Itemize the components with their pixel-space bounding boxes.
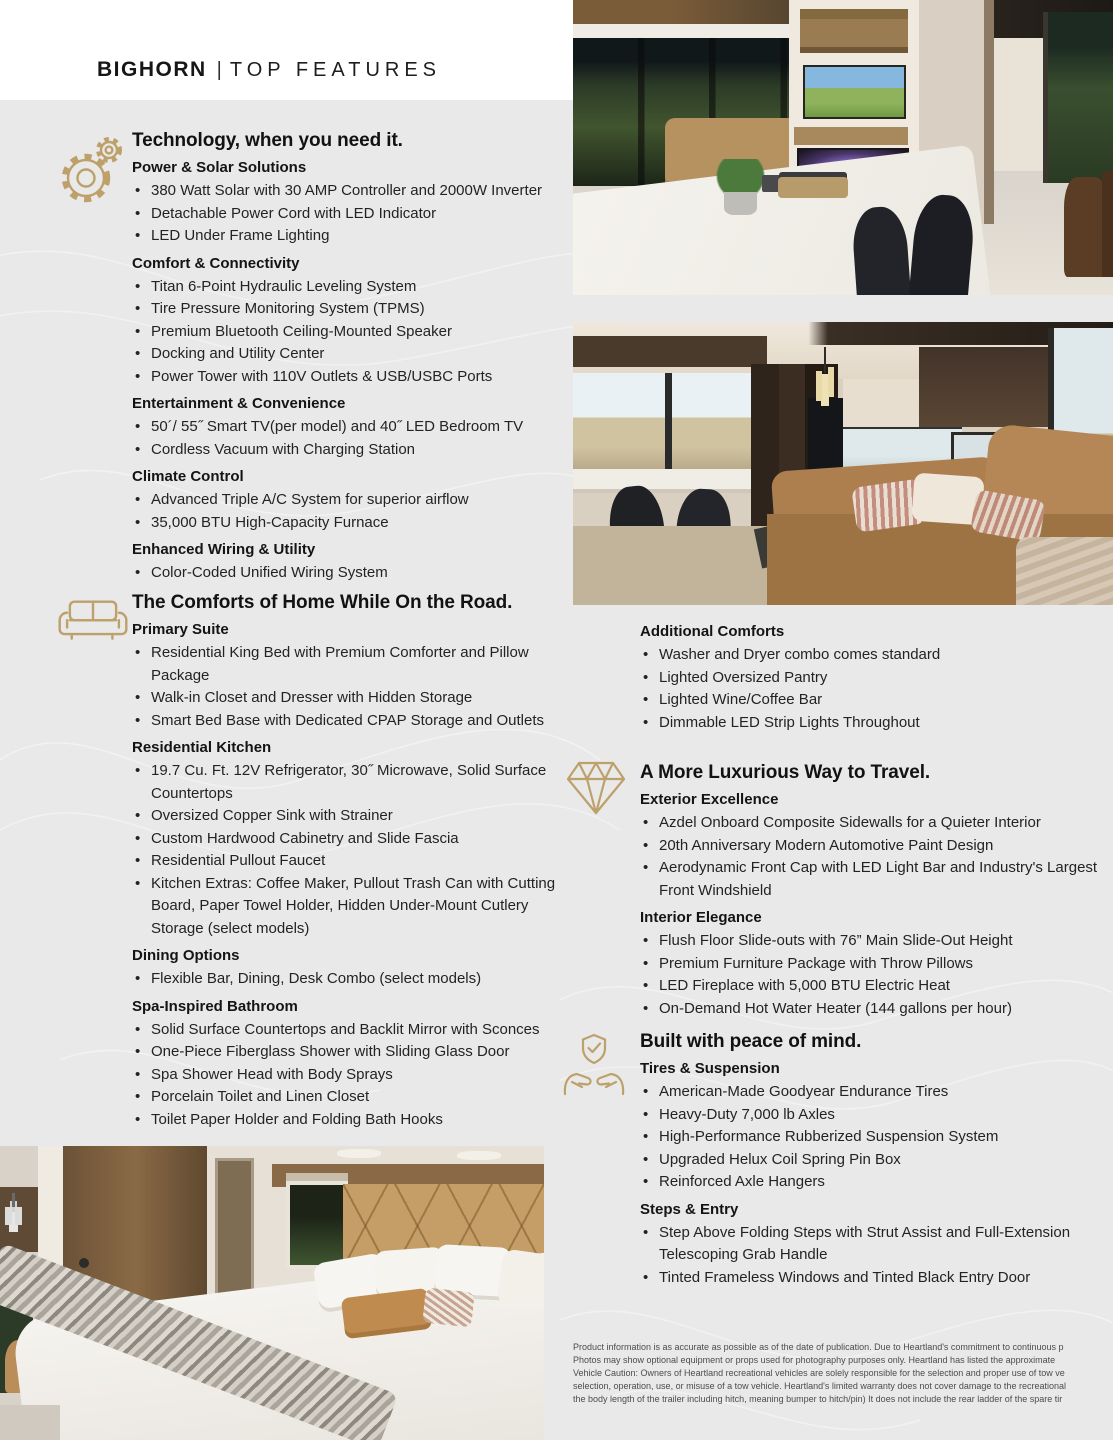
feature-groups	[640, 623, 1098, 734]
feature-groups	[640, 1060, 1102, 1289]
feature-item: • Docking and Utility Center	[132, 343, 564, 366]
title-separator: |	[216, 59, 222, 81]
feature-item: • Solid Surface Countertops and Backlit Mirror with Sconces	[132, 1019, 570, 1042]
feature-item: • 20th Anniversary Modern Automotive Paint Design	[640, 835, 1098, 858]
section-title: A More Luxurious Way to Travel.	[640, 762, 931, 783]
feature-item: • Reinforced Axle Hangers	[640, 1171, 1102, 1194]
feature-list	[132, 968, 570, 991]
feature-group-heading: Primary Suite	[132, 621, 229, 638]
feature-item: • Residential King Bed with Premium Comforter and Pillow Package	[132, 642, 570, 687]
disclaimer-line: Product information is as accurate as possible as of the date of publication. Due to Heartland's commitment to continuous p	[573, 1342, 1064, 1352]
feature-item: • Upgraded Helux Coil Spring Pin Box	[640, 1149, 1102, 1172]
feature-item: • Power Tower with 110V Outlets & USB/USBC Ports	[132, 366, 564, 389]
feature-item: • Lighted Wine/Coffee Bar	[640, 689, 1098, 712]
photo-ceiling-light-shape	[337, 1149, 381, 1158]
feature-item: • Color-Coded Unified Wiring System	[132, 562, 564, 585]
photo-tray-shape	[778, 177, 848, 198]
section-title: Technology, when you need it.	[132, 130, 403, 151]
photo-bed-window-shape	[286, 1181, 348, 1268]
section-title: Built with peace of mind.	[640, 1031, 862, 1052]
feature-group-heading: Residential Kitchen	[132, 739, 272, 756]
feature-item: • Flush Floor Slide-outs with 76” Main Slide-Out Height	[640, 930, 1098, 953]
disclaimer-line: the body length of the trailer including hitch, meaning bumper to hitch/pin) It does not include the rear ladder of the spare tir	[573, 1394, 1063, 1404]
feature-item: • LED Under Frame Lighting	[132, 225, 564, 248]
photo-tv-screen-shape	[803, 65, 907, 119]
feature-group-heading: Climate Control	[132, 468, 244, 485]
photo-door-handle-shape	[79, 1258, 89, 1268]
feature-group-heading: Tires & Suspension	[640, 1060, 780, 1077]
living-room-interior-photo	[573, 0, 1113, 295]
feature-item: • Custom Hardwood Cabinetry and Slide Fascia	[132, 828, 570, 851]
brand-name: BIGHORN	[97, 58, 207, 81]
feature-group-heading: Dining Options	[132, 947, 240, 964]
feature-item: • Kitchen Extras: Coffee Maker, Pullout Trash Can with Cutting Board, Paper Towel Holder, Hidden Under-Mount Cutlery Storage (select models)	[132, 873, 570, 941]
section-additional-comforts	[640, 616, 1098, 734]
feature-group-heading: Interior Elegance	[640, 909, 762, 926]
feature-item: • Smart Bed Base with Dedicated CPAP Storage and Outlets	[132, 710, 570, 733]
feature-group-heading: Enhanced Wiring & Utility	[132, 541, 316, 558]
feature-item: • Oversized Copper Sink with Strainer	[132, 805, 570, 828]
photo-barstool-shape	[1064, 177, 1107, 277]
feature-groups	[640, 791, 1098, 1020]
photo-barstool-shape	[1102, 171, 1113, 277]
feature-group-heading: Power & Solar Solutions	[132, 159, 307, 176]
feature-item: • Detachable Power Cord with LED Indicator	[132, 203, 564, 226]
feature-item: • Lighted Oversized Pantry	[640, 667, 1098, 690]
photo-upper-cabinet-shape	[573, 336, 767, 367]
photo-mantel-shape	[794, 127, 907, 145]
disclaimer-line: Vehicle Caution: Owners of Heartland recreational vehicles are solely responsible for the selection and proper use of tow ve	[573, 1368, 1065, 1378]
feature-list	[640, 812, 1098, 902]
section-technology	[132, 130, 564, 585]
diamond-icon	[564, 758, 628, 818]
page-subtitle: TOP FEATURES	[229, 59, 442, 81]
feature-item: • Dimmable LED Strip Lights Throughout	[640, 712, 1098, 735]
feature-item: • Advanced Triple A/C System for superior airflow	[132, 489, 564, 512]
section-luxurious-travel	[640, 762, 1098, 1020]
photo-window-mullion-shape	[665, 373, 673, 472]
feature-item: • One-Piece Fiberglass Shower with Sliding Glass Door	[132, 1041, 570, 1064]
feature-item: • Residential Pullout Faucet	[132, 850, 570, 873]
feature-groups	[132, 159, 564, 585]
feature-item: • 380 Watt Solar with 30 AMP Controller and 2000W Inverter	[132, 180, 564, 203]
feature-list	[640, 930, 1098, 1020]
feature-list	[640, 644, 1098, 734]
legal-disclaimer	[573, 1341, 1113, 1406]
feature-group-heading: Spa-Inspired Bathroom	[132, 997, 298, 1015]
photo-pendant-light-shape	[824, 347, 826, 373]
feature-group-heading: Entertainment & Convenience	[132, 395, 346, 412]
disclaimer-line: Photos may show optional equipment or props used for photography purposes only. Heartland has listed the approximate	[573, 1355, 1056, 1365]
feature-item: • Walk-in Closet and Dresser with Hidden Storage	[132, 687, 570, 710]
photo-throw-shape	[1016, 537, 1113, 605]
feature-item: • Spa Shower Head with Body Sprays	[132, 1064, 570, 1087]
section-title: The Comforts of Home While On the Road.	[132, 592, 513, 613]
feature-item: • Tire Pressure Monitoring System (TPMS)	[132, 298, 564, 321]
feature-item: • Premium Furniture Package with Throw Pillows	[640, 953, 1098, 976]
photo-plant-pot-shape	[724, 192, 756, 216]
feature-list	[132, 760, 570, 940]
photo-upper-right-cabinet-shape	[919, 347, 1049, 426]
feature-item: • Toilet Paper Holder and Folding Bath Hooks	[132, 1109, 570, 1132]
feature-list	[132, 416, 564, 461]
feature-item: • Washer and Dryer combo comes standard	[640, 644, 1098, 667]
photo-pillow-shape	[497, 1248, 544, 1311]
feature-list	[132, 562, 564, 585]
disclaimer-line: selection, operation, use, or misuse of a tow vehicle. Heartland's limited warranty does not cover damage to the recreational	[573, 1381, 1066, 1391]
photo-small-striped-pillow-shape	[423, 1288, 475, 1328]
photo-cabinet-shape	[800, 9, 908, 53]
photo-floor-shape	[0, 1405, 60, 1440]
feature-group-heading: Steps & Entry	[640, 1200, 739, 1218]
feature-item: • Porcelain Toilet and Linen Closet	[132, 1086, 570, 1109]
sofa-icon	[56, 596, 130, 648]
feature-list	[640, 1222, 1102, 1290]
feature-item: • Aerodynamic Front Cap with LED Light Bar and Industry's Largest Front Windshield	[640, 857, 1098, 902]
feature-item: • LED Fireplace with 5,000 BTU Electric Heat	[640, 975, 1098, 998]
feature-item: • Azdel Onboard Composite Sidewalls for a Quieter Interior	[640, 812, 1098, 835]
photo-chandelier-shape	[12, 1193, 15, 1207]
feature-list	[640, 1081, 1102, 1194]
feature-item: • High-Performance Rubberized Suspension System	[640, 1126, 1102, 1149]
feature-item: • On-Demand Hot Water Heater (144 gallons per hour)	[640, 998, 1098, 1021]
photo-window-right-shape	[1043, 12, 1113, 183]
photo-mirror-dark-shape	[0, 1187, 38, 1252]
feature-group-heading: Exterior Excellence	[640, 791, 779, 808]
feature-item: • Flexible Bar, Dining, Desk Combo (select models)	[132, 968, 570, 991]
feature-group-heading: Comfort & Connectivity	[132, 254, 300, 272]
section-peace-of-mind	[640, 1031, 1102, 1289]
feature-list	[132, 276, 564, 389]
gears-icon	[56, 132, 128, 206]
kitchen-lounge-interior-photo	[573, 322, 1113, 605]
feature-list	[132, 1019, 570, 1132]
feature-list	[132, 642, 570, 732]
feature-item: • Titan 6-Point Hydraulic Leveling System	[132, 276, 564, 299]
feature-item: • Tinted Frameless Windows and Tinted Black Entry Door	[640, 1267, 1102, 1290]
feature-item: • 19.7 Cu. Ft. 12V Refrigerator, 30˝ Microwave, Solid Surface Countertops	[132, 760, 570, 805]
feature-item: • Premium Bluetooth Ceiling-Mounted Speaker	[132, 321, 564, 344]
feature-groups	[132, 621, 570, 1131]
section-comforts-of-home	[132, 592, 570, 1131]
feature-list	[132, 489, 564, 534]
feature-group-heading: Additional Comforts	[640, 623, 785, 640]
page-title	[97, 58, 441, 82]
shield-hands-icon	[560, 1032, 628, 1098]
feature-item: • 50´/ 55˝ Smart TV(per model) and 40˝ LED Bedroom TV	[132, 416, 564, 439]
feature-item: • 35,000 BTU High-Capacity Furnace	[132, 512, 564, 535]
feature-item: • Step Above Folding Steps with Strut Assist and Full-Extension Telescoping Grab Handle	[640, 1222, 1102, 1267]
feature-item: • Heavy-Duty 7,000 lb Axles	[640, 1104, 1102, 1127]
feature-list	[132, 180, 564, 248]
feature-item: • American-Made Goodyear Endurance Tires	[640, 1081, 1102, 1104]
feature-item: • Cordless Vacuum with Charging Station	[132, 439, 564, 462]
bedroom-interior-photo	[0, 1146, 544, 1440]
